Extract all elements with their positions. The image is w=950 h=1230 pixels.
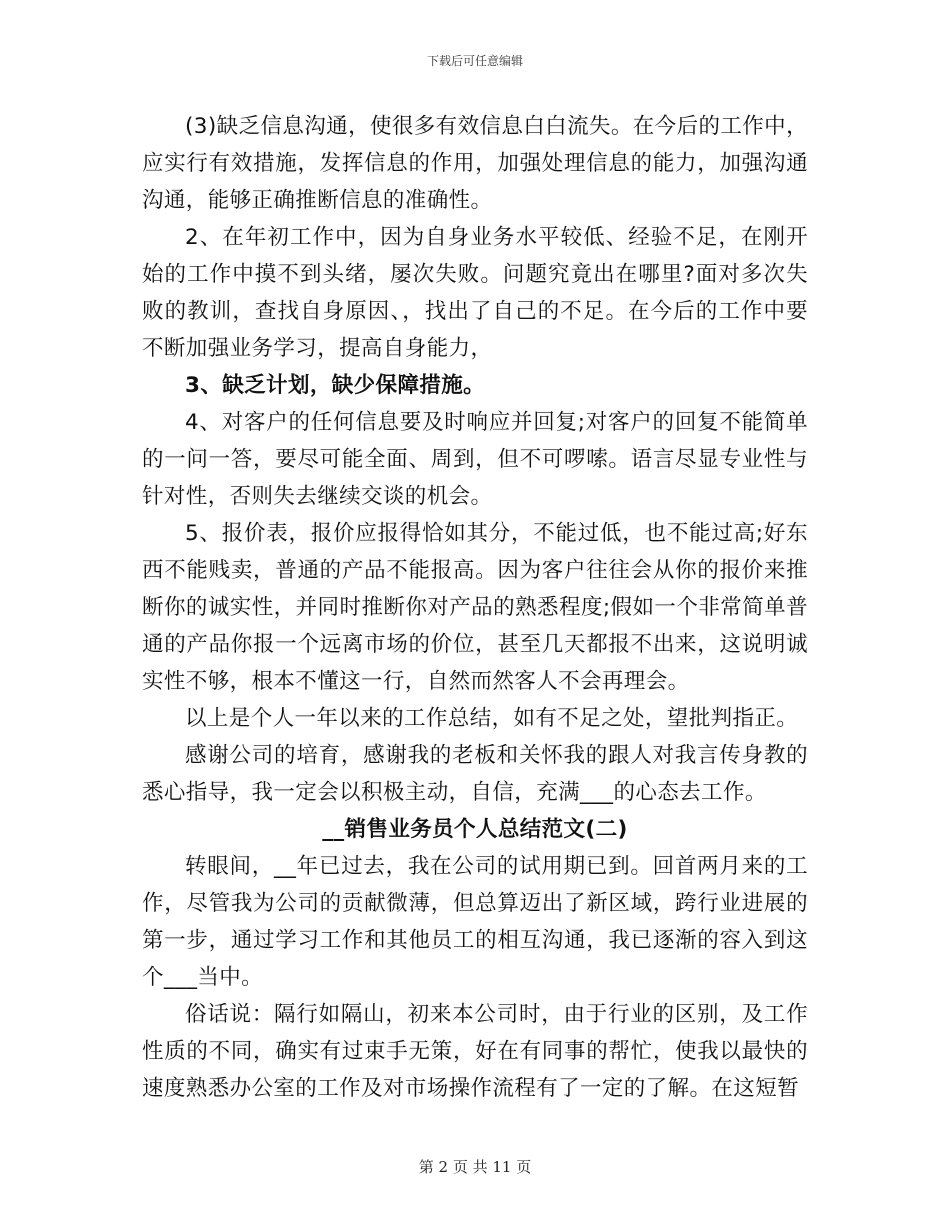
paragraph-lack-plan: 3、缺乏计划，缺少保障措施。 bbox=[185, 373, 486, 398]
paragraph-quotation: 5、报价表，报价应报得恰如其分，不能过低，也不能过高;好东西不能贱卖，普通的产品不能报高。因为客户往往会从你的报价来推断你的诚实性，并同时推断你对产品的熟悉程度;假如一个非常简单普通的产品你报一个远离市场的价位，甚至几天都报不出来，这说明诚实性不够，根本不懂这一行，自然而然客人不会再理会。 bbox=[142, 521, 808, 694]
document-body bbox=[142, 108, 808, 1107]
page-header: 下载后可任意编辑 bbox=[426, 54, 523, 68]
paragraph-proverb: 俗话说：隔行如隔山，初来本公司时，由于行业的区别，及工作性质的不同，确实有过束手无策，好在有同事的帮忙，使我以最快的速度熟悉办公室的工作及对市场操作流程有了一定的了解。在这短暂 bbox=[142, 1002, 808, 1101]
paragraph-customer-reply: 4、对客户的任何信息要及时响应并回复;对客户的回复不能简单的一问一答，要尽可能全面、周到，但不可啰嗦。语言尽显专业性与针对性，否则失去继续交谈的机会。 bbox=[142, 410, 808, 509]
paragraph-business-level: 2、在年初工作中，因为自身业务水平较低、经验不足，在刚开始的工作中摸不到头绪，屡次失败。问题究竟出在哪里?面对多次失败的教训，查找自身原因、，找出了自己的不足。在今后的工作中要不断加强业务学习，提高自身能力， bbox=[142, 225, 808, 361]
paragraph-thanks: 感谢公司的培育，感谢我的老板和关怀我的跟人对我言传身教的悉心指导，我一定会以积极主动，自信，充满___的心态去工作。 bbox=[142, 743, 808, 805]
paragraph-summary: 以上是个人一年以来的工作总结，如有不足之处，望批判指正。 bbox=[185, 706, 799, 731]
paragraph-trial-period: 转眼间，__年已过去，我在公司的试用期已到。回首两月来的工作，尽管我为公司的贡献微薄，但总算迈出了新区域，跨行业进展的第一步，通过学习工作和其他员工的相互沟通，我已逐渐的容入到这个___当中。 bbox=[142, 854, 808, 990]
section-title: __销售业务员个人总结范文(二) bbox=[322, 817, 628, 842]
page-footer: 第 2 页 共 11 页 bbox=[418, 1158, 532, 1176]
paragraph-info-communication: (3)缺乏信息沟通，使很多有效信息白白流失。在今后的工作中，应实行有效措施，发挥信息的作用，加强处理信息的能力，加强沟通沟通，能够正确推断信息的准确性。 bbox=[142, 114, 808, 213]
